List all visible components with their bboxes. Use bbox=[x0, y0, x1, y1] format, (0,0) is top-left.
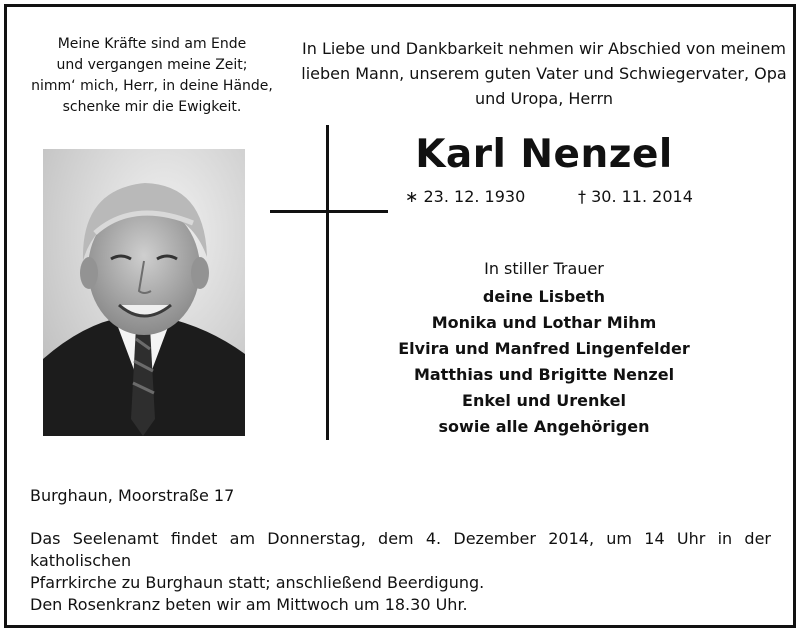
death-date: † 30. 11. 2014 bbox=[578, 187, 693, 206]
notice-line: Das Seelenamt findet am Donnerstag, dem 4. Dezember 2014, um 14 Uhr in der katholischen bbox=[30, 529, 771, 570]
poem-line: schenke mir die Ewigkeit. bbox=[62, 99, 242, 115]
poem-line: und vergangen meine Zeit; bbox=[56, 57, 248, 73]
portrait-photo bbox=[43, 149, 245, 436]
portrait-illustration bbox=[43, 149, 245, 436]
mourner-line: Matthias und Brigitte Nenzel bbox=[413, 365, 675, 384]
mourner-line: Elvira und Manfred Lingenfelder bbox=[398, 339, 690, 358]
poem-line: Meine Kräfte sind am Ende bbox=[57, 36, 247, 52]
poem-line: nimm‘ mich, Herr, in deine Hände, bbox=[31, 78, 273, 94]
birth-date: ∗ 23. 12. 1930 bbox=[405, 187, 526, 206]
intro-line: und Uropa, Herrn bbox=[475, 89, 613, 108]
intro-line: lieben Mann, unserem guten Vater und Schwiegervater, Opa bbox=[301, 64, 787, 83]
mourner-line: sowie alle Angehörigen bbox=[438, 417, 650, 436]
mourner-line: Monika und Lothar Mihm bbox=[431, 313, 657, 332]
notice-line: Den Rosenkranz beten wir am Mittwoch um 18.30 Uhr. bbox=[30, 595, 468, 614]
intro-text bbox=[300, 36, 788, 111]
notice-line: Pfarrkirche zu Burghaun statt; anschließend Beerdigung. bbox=[30, 573, 485, 592]
cross-icon-horizontal bbox=[270, 210, 388, 213]
intro-line: In Liebe und Dankbarkeit nehmen wir Abschied von meinem bbox=[302, 39, 786, 58]
address: Burghaun, Moorstraße 17 bbox=[30, 486, 235, 505]
deceased-name: Karl Nenzel bbox=[415, 132, 673, 177]
funeral-notice bbox=[30, 528, 771, 616]
mourning-heading: In stiller Trauer bbox=[484, 259, 604, 278]
mourners-block bbox=[380, 256, 708, 440]
poem bbox=[18, 34, 286, 118]
mourner-line: Enkel und Urenkel bbox=[462, 391, 626, 410]
mourner-line: deine Lisbeth bbox=[482, 287, 606, 306]
cross-icon-vertical bbox=[326, 125, 329, 440]
